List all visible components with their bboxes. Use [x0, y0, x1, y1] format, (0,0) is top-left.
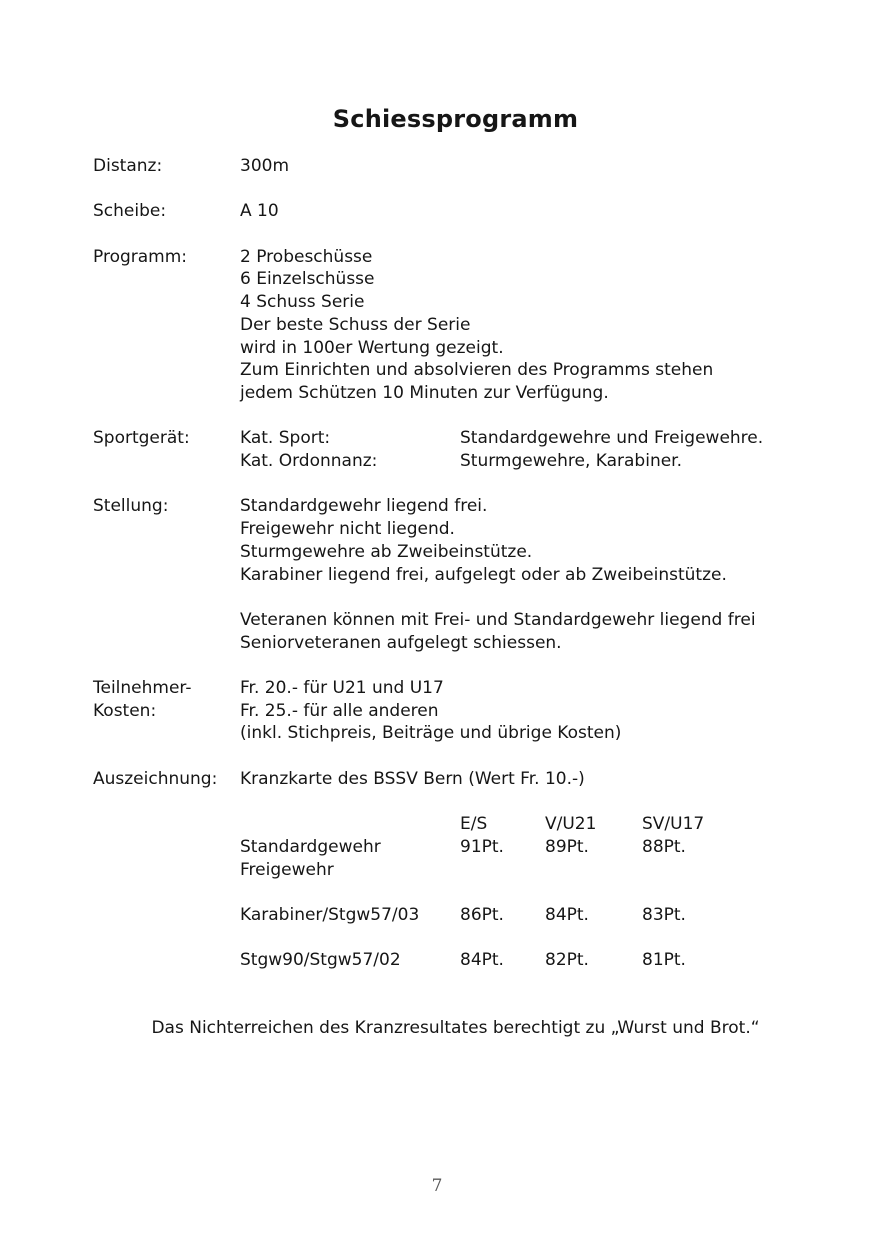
stellung-line: Karabiner liegend frei, aufgelegt oder ab Zweibeinstütze. [240, 564, 727, 585]
points-table-name-line: Standardgewehr [240, 836, 381, 857]
points-table-name-line: Freigewehr [240, 859, 334, 880]
points-table-row-name: Stgw90/Stgw57/02 [240, 950, 401, 971]
section-gap [93, 745, 818, 768]
section-gap [93, 178, 818, 201]
points-table-cell: 91Pt. [460, 836, 504, 857]
field-scheibe-label: Scheibe: [93, 201, 167, 222]
field-sportgeraet-value [240, 427, 818, 472]
sportgeraet-subvalue: Standardgewehre und Freigewehre. [460, 428, 764, 449]
programm-line: 6 Einzelschüsse [240, 269, 375, 290]
field-auszeichnung-value: Kranzkarte des BSSV Bern (Wert Fr. 10.-) [240, 768, 585, 789]
field-sportgeraet [93, 427, 818, 472]
section-gap [93, 223, 818, 246]
points-table-cell: 84Pt. [545, 905, 589, 926]
table-row-gap [240, 927, 818, 950]
stellung-line: Sturmgewehre ab Zweibeinstütze. [240, 541, 533, 562]
kosten-label-line: Teilnehmer- [93, 678, 192, 699]
field-stellung-value [240, 495, 818, 654]
points-table-header-vu21: V/U21 [545, 814, 597, 835]
sportgeraet-sublabel: Kat. Ordonnanz: [240, 451, 378, 472]
programm-line: wird in 100er Wertung gezeigt. [240, 337, 504, 358]
field-kosten-value [240, 677, 818, 745]
field-programm [93, 246, 818, 405]
stellung-line: Veteranen können mit Frei- und Standardgewehr liegend frei [240, 609, 756, 630]
kosten-line: Fr. 20.- für U21 und U17 [240, 678, 444, 699]
points-table-cell: 89Pt. [545, 836, 589, 857]
paragraph-gap [240, 586, 818, 609]
points-table-cell: 88Pt. [642, 836, 686, 857]
section-gap [93, 791, 818, 814]
kosten-line: Fr. 25.- für alle anderen [240, 700, 439, 721]
points-table-row [240, 949, 818, 972]
field-scheibe [93, 200, 818, 223]
points-table-row-name [240, 836, 460, 881]
footer-note: Das Nichterreichen des Kranzresultates berechtigt zu „Wurst und Brot.“ [151, 1018, 760, 1039]
points-table-cell: 84Pt. [460, 950, 504, 971]
field-auszeichnung [93, 768, 818, 791]
field-distanz [93, 155, 818, 178]
programm-line: jedem Schützen 10 Minuten zur Verfügung. [240, 383, 609, 403]
field-programm-label: Programm: [93, 246, 188, 267]
points-table-header-svu17: SV/U17 [642, 814, 705, 835]
field-scheibe-value: A 10 [240, 201, 279, 222]
field-stellung-label: Stellung: [93, 496, 169, 517]
stellung-line: Freigewehr nicht liegend. [240, 519, 455, 540]
field-programm-value [240, 246, 818, 405]
page-title: Schiessprogramm [332, 105, 579, 133]
points-table [240, 813, 818, 972]
points-table-header-es: E/S [460, 814, 488, 835]
points-table-header-row [240, 813, 818, 836]
field-stellung [93, 495, 818, 654]
points-table-cell: 83Pt. [642, 905, 686, 926]
stellung-line: Standardgewehr liegend frei. [240, 496, 488, 517]
section-gap [93, 654, 818, 677]
table-row-gap [240, 881, 818, 904]
field-auszeichnung-label: Auszeichnung: [93, 768, 218, 789]
section-gap [93, 405, 818, 428]
points-table-cell: 82Pt. [545, 950, 589, 971]
programm-line: Zum Einrichten und absolvieren des Programms stehen [240, 360, 714, 381]
field-distanz-label: Distanz: [93, 156, 163, 176]
sportgeraet-row [240, 450, 818, 473]
kosten-label-line: Kosten: [93, 700, 157, 721]
section-gap [93, 473, 818, 496]
field-sportgeraet-label: Sportgerät: [93, 428, 190, 449]
points-table-row-name: Karabiner/Stgw57/03 [240, 905, 420, 926]
points-table-cell: 81Pt. [642, 950, 686, 971]
sportgeraet-row [240, 427, 818, 450]
points-table-row [240, 836, 818, 881]
field-kosten-label [93, 677, 240, 722]
stellung-line: Seniorveteranen aufgelegt schiessen. [240, 632, 562, 653]
field-kosten [93, 677, 818, 745]
sportgeraet-subvalue: Sturmgewehre, Karabiner. [460, 451, 683, 472]
points-table-cell: 86Pt. [460, 905, 504, 926]
page-number: 7 [431, 1176, 443, 1197]
field-distanz-value: 300m [240, 156, 290, 176]
programm-line: Der beste Schuss der Serie [240, 314, 471, 335]
programm-line: 4 Schuss Serie [240, 292, 365, 313]
sportgeraet-sublabel: Kat. Sport: [240, 428, 331, 449]
programm-line: 2 Probeschüsse [240, 246, 373, 267]
points-table-row [240, 904, 818, 927]
kosten-line: (inkl. Stichpreis, Beiträge und übrige Kosten) [240, 723, 622, 744]
